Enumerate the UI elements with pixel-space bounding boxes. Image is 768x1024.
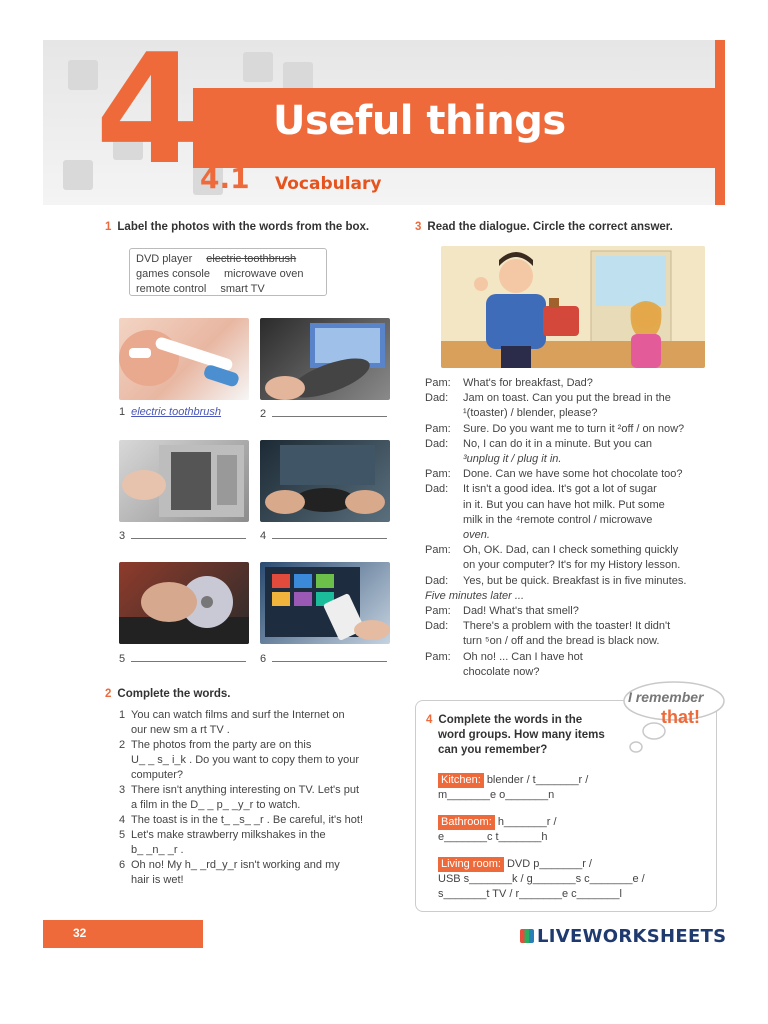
toothbrush-illustration <box>119 318 249 400</box>
exercise-2-heading: 2 Complete the words. <box>105 688 231 700</box>
page-number: 32 <box>73 926 87 940</box>
dialogue-line: Pam: What's for breakfast, Dad? <box>425 377 593 389</box>
i-remember-box <box>415 689 717 912</box>
section-number: 4.1 <box>200 162 250 195</box>
exercise-4-heading: 4 Complete the words in the word groups. How many items can you remember? <box>426 714 605 756</box>
category-label: Bathroom: <box>438 815 495 830</box>
exercise-3-heading: 3 Read the dialogue. Circle the correct answer. <box>415 221 673 233</box>
unit-header <box>43 40 725 205</box>
dialogue-illustration <box>441 246 705 368</box>
ex2-item: 2 The photos from the party are on this U_ _ s_ i_k . Do you want to copy them to your computer? <box>119 739 360 781</box>
liveworksheets-icon <box>520 929 534 943</box>
dialogue-line: Pam: Oh, OK. Dad, can I check something quickly on your computer? It's for my History lesson. <box>425 544 681 572</box>
answer-line-6[interactable] <box>272 651 387 662</box>
category-label: Living room: <box>438 857 504 872</box>
dialogue-line: Dad: It isn't a good idea. It's got a lot of sugar in it. But you can have hot milk. Put some milk in the ⁴remote control / microwave oven. <box>425 483 665 542</box>
dialogue-line: Pam: Sure. Do you want me to turn it ²off / on now? <box>425 422 685 435</box>
word-box: DVD player electric toothbrush games console microwave oven remote control smart TV <box>129 248 327 296</box>
dialogue-line: Dad: No, I can do it in a minute. But you can ³unplug it / plug it in. <box>425 437 652 466</box>
dialogue-line: Dad: Yes, but be quick. Breakfast is in five minutes. <box>425 574 687 587</box>
microwave-illustration <box>119 440 249 522</box>
decor-square <box>63 160 93 190</box>
worksheet-page <box>43 40 725 948</box>
dvd-illustration <box>119 562 249 644</box>
photo-microwave <box>119 440 249 522</box>
group-living-room: Living room: DVD p_______r / USB s_______k / g_______s c_______e / s_______t TV / r_______e c_______l <box>438 858 645 900</box>
page-footer <box>43 920 203 948</box>
label-6: 6 <box>260 651 387 665</box>
section-title: Vocabulary <box>275 174 382 194</box>
answer-line-4[interactable] <box>272 528 387 539</box>
dad-and-daughter-illustration <box>441 246 705 368</box>
dialogue-line: Pam: Done. Can we have some hot chocolate too? <box>425 468 683 481</box>
ex2-item: 5 Let's make strawberry milkshakes in the b_ _n_ _r . <box>119 829 326 856</box>
remote-illustration <box>260 318 390 400</box>
smart-tv-illustration <box>260 562 390 644</box>
console-illustration <box>260 440 390 522</box>
badge-line-1: I remember <box>628 689 704 705</box>
label-5: 5 <box>119 651 246 665</box>
label-4: 4 <box>260 528 387 542</box>
ex2-item: 1 You can watch films and surf the Internet on our new sm a rt TV . <box>119 709 345 736</box>
dialogue-line: Dad: There's a problem with the toaster! It didn't turn ⁵on / off and the bread is black now. <box>425 620 671 648</box>
dialogue-line: Dad: Jam on toast. Can you put the bread in the ¹(toaster) / blender, please? <box>425 392 671 420</box>
unit-number: 4 <box>95 40 197 198</box>
label-2: 2 <box>260 406 387 420</box>
dialogue-line: Pam: Dad! What's that smell? <box>425 605 579 618</box>
ex2-item: 6 Oh no! My h_ _rd_y_r isn't working and my hair is wet! <box>119 859 340 886</box>
dialogue <box>425 376 725 680</box>
brand-logo: LIVEWORKSHEETS <box>520 926 726 947</box>
word-groups <box>438 773 708 902</box>
dialogue-line: Pam: Oh no! ... Can I have hot chocolate now? <box>425 650 583 678</box>
photo-remote-control <box>260 318 390 400</box>
answer-line-5[interactable] <box>131 651 246 662</box>
exercise-1-heading: 1 Label the photos with the words from the box. <box>105 221 370 233</box>
group-bathroom: Bathroom: h_______r / e_______c t_______h <box>438 816 557 843</box>
photo-smart-tv <box>260 562 390 644</box>
label-3: 3 <box>119 528 246 542</box>
ex2-item: 3 There isn't anything interesting on TV. Let's put a film in the D_ _ p_ _y_r to watch. <box>119 784 360 811</box>
category-label: Kitchen: <box>438 773 484 788</box>
photo-dvd-player <box>119 562 249 644</box>
page-edge-band <box>715 40 725 205</box>
decor-square <box>243 52 273 82</box>
badge-line-2: that! <box>661 707 700 727</box>
photo-toothbrush <box>119 318 249 400</box>
photo-games-console <box>260 440 390 522</box>
answer-line-3[interactable] <box>131 528 246 539</box>
label-1: 1 electric toothbrush <box>119 406 222 418</box>
decor-square <box>68 60 98 90</box>
dialogue-stage-note: Five minutes later ... <box>425 589 525 602</box>
group-kitchen: Kitchen: blender / t_______r / m_______e o_______n <box>438 774 589 801</box>
ex2-item: 4 The toast is in the t_ _s_ _r . Be careful, it's hot! <box>119 814 363 826</box>
unit-title: Useful things <box>273 98 566 144</box>
exercise-2-list <box>119 708 409 888</box>
answer-line-2[interactable] <box>272 406 387 417</box>
